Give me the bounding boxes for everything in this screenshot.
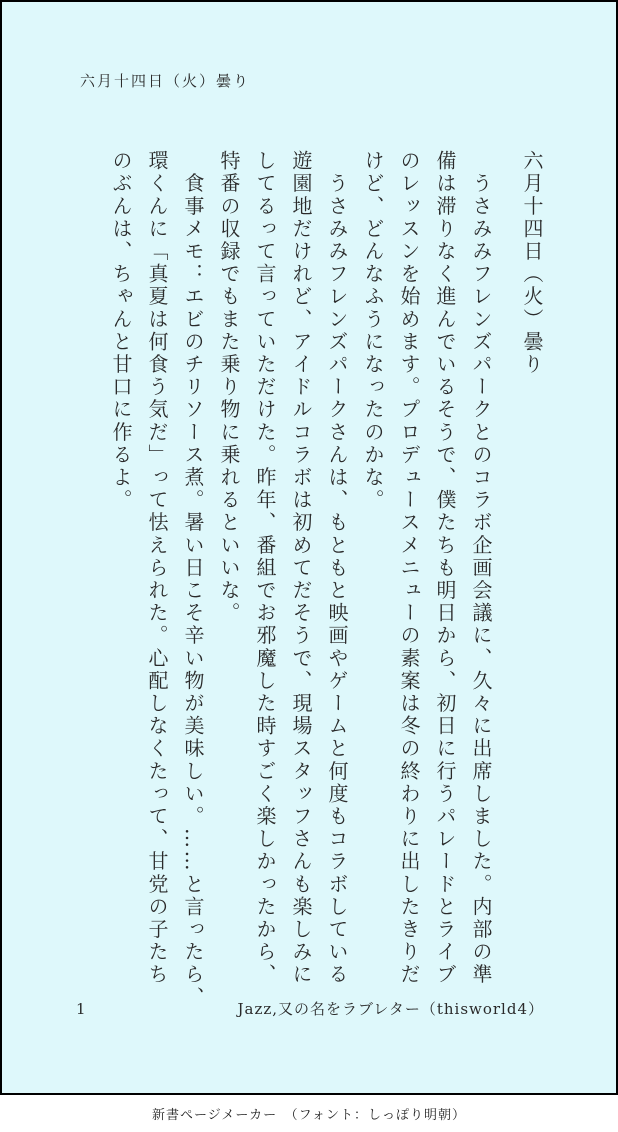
body-line: 遊園地だけれど、アイドルコラボは初めてだそうで、現場スタッフさんも楽しみに	[289, 150, 313, 987]
body-line: のレッスンを始めます。プロデュースメニューの素案は冬の終わりに出したきりだ	[397, 150, 421, 987]
generator-caption: 新書ページメーカー （フォント：しっぽり明朝）	[152, 1108, 466, 1123]
body-line: のぶんは、ちゃんと甘口に作るよ。	[109, 150, 133, 512]
body-line-title: 六月十四日（火）曇り	[520, 150, 544, 376]
page-number: 1	[76, 1000, 87, 1018]
work-title: Jazz,又の名をラブレター（thisworld4）	[237, 1000, 544, 1018]
page-footer	[76, 998, 544, 1019]
body-line: してるって言っていただけた。昨年、番組でお邪魔した時すごく楽しかったから、	[253, 150, 277, 987]
body-line: うさみみフレンズパークとのコラボ企画会議に、久々に出席しました。内部の準	[469, 150, 493, 987]
body-line: うさみみフレンズパークさんは、もともと映画やゲームと何度もコラボしている	[325, 150, 349, 987]
body-line: 食事メモ：エビのチリソース煮。暑い日こそ辛い物が美味しい。……と言ったら、	[181, 150, 205, 1009]
body-line: 備は滞りなく進んでいるそうで、僕たちも明日から、初日に行うパレードとライブ	[433, 150, 457, 987]
body-line: けど、どんなふうになったのかな。	[361, 150, 385, 512]
header-date: 六月十四日（火）曇り	[80, 72, 251, 90]
body-line: 特番の収録でもまた乗り物に乗れるといいな。	[217, 150, 241, 625]
body-line: 環くんに「真夏は何食う気だ」って怯えられた。心配しなくたって、甘党の子たち	[145, 150, 169, 987]
